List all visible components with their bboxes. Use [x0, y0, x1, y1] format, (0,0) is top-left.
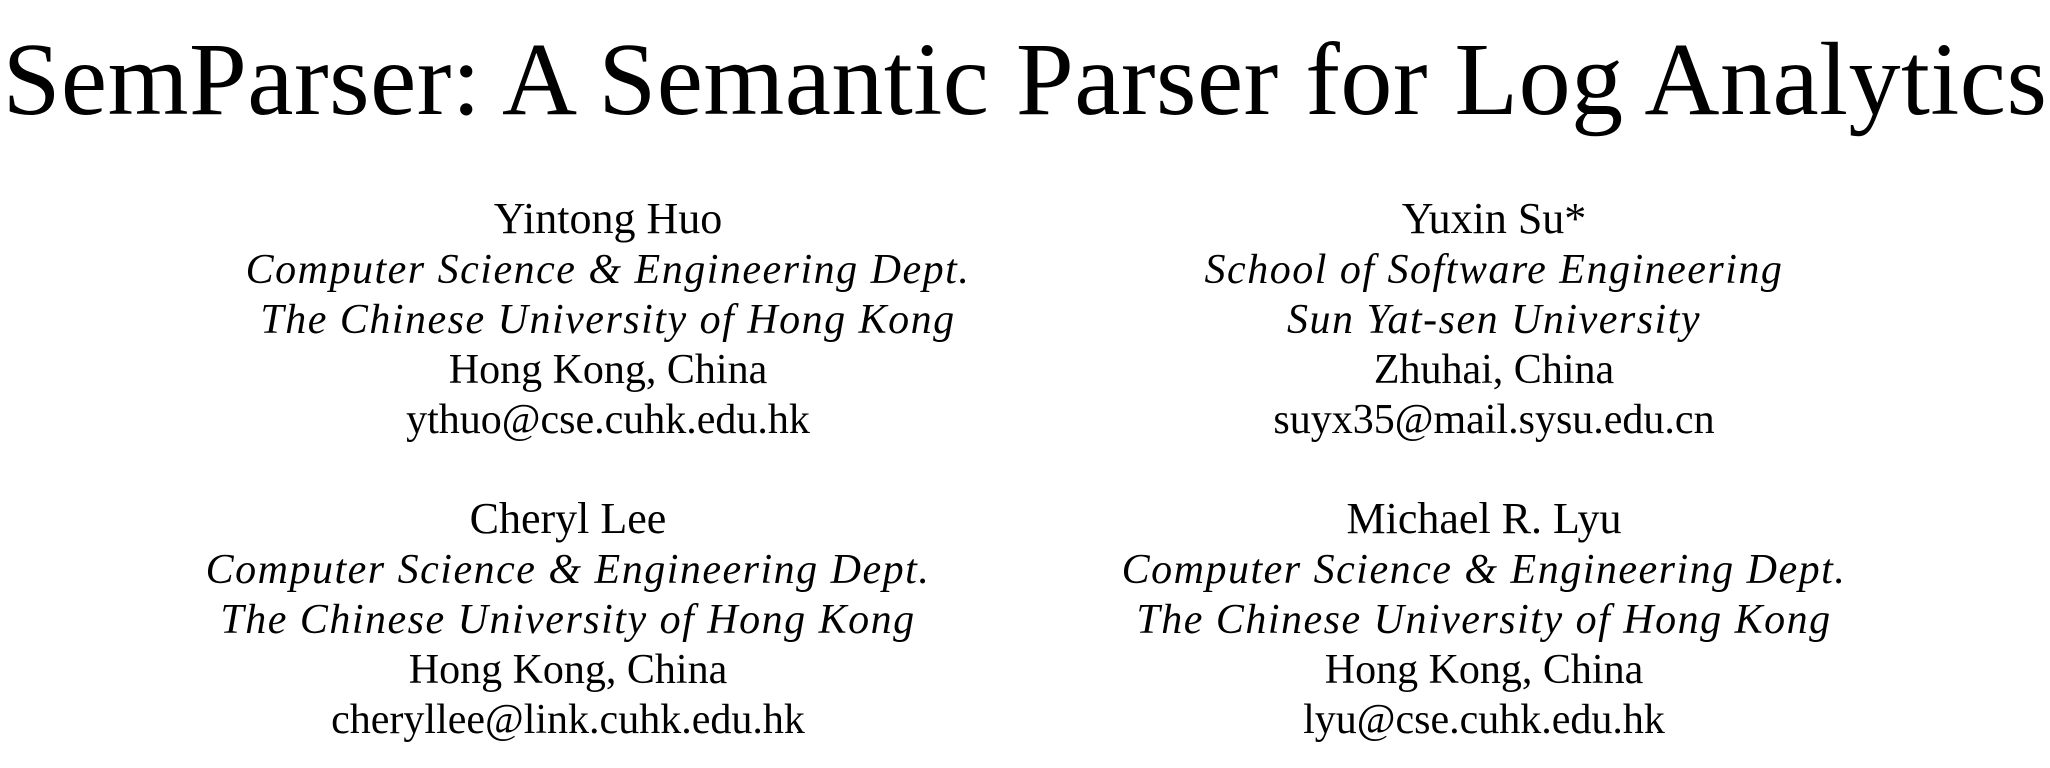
author-location: Zhuhai, China — [1373, 347, 1615, 393]
author-institution: Sun Yat-sen University — [1286, 297, 1702, 343]
author-email: suyx35@mail.sysu.edu.cn — [1273, 397, 1715, 443]
author-department: School of Software Engineering — [1204, 247, 1784, 293]
author-block-su — [1044, 193, 1944, 445]
author-email: lyu@cse.cuhk.edu.hk — [1303, 697, 1665, 743]
author-location: Hong Kong, China — [408, 647, 728, 693]
author-block-lyu — [1034, 493, 1934, 745]
author-location: Hong Kong, China — [448, 347, 768, 393]
author-department: Computer Science & Engineering Dept. — [1121, 547, 1847, 593]
author-block-lee — [118, 493, 1018, 745]
author-institution: The Chinese University of Hong Kong — [220, 597, 916, 643]
paper-title: SemParser: A Semantic Parser for Log Analytics — [2, 22, 2048, 137]
author-department: Computer Science & Engineering Dept. — [245, 247, 971, 293]
author-email: cheryllee@link.cuhk.edu.hk — [331, 697, 805, 743]
author-block-huo — [158, 193, 1058, 445]
author-location: Hong Kong, China — [1324, 647, 1644, 693]
author-institution: The Chinese University of Hong Kong — [1136, 597, 1832, 643]
author-name: Yuxin Su* — [1401, 194, 1587, 243]
author-name: Cheryl Lee — [469, 494, 667, 543]
author-name: Yintong Huo — [493, 194, 723, 243]
author-name: Michael R. Lyu — [1346, 494, 1622, 543]
author-department: Computer Science & Engineering Dept. — [205, 547, 931, 593]
author-email: ythuo@cse.cuhk.edu.hk — [406, 397, 810, 443]
author-institution: The Chinese University of Hong Kong — [260, 297, 956, 343]
